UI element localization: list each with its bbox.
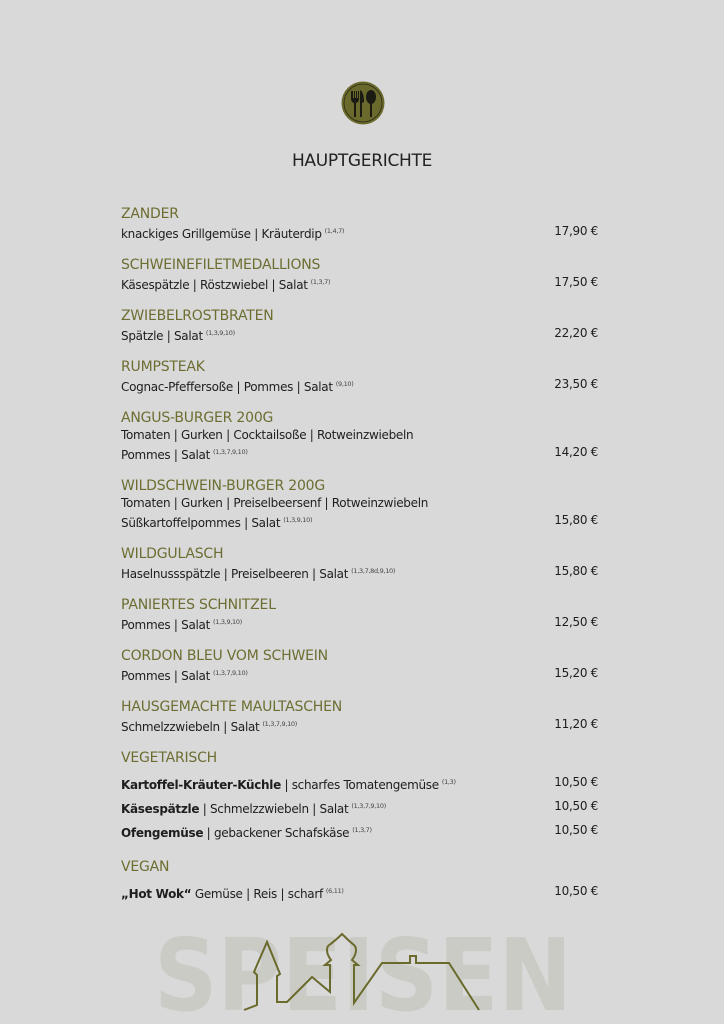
allergens: (1,3,7,9,10) — [213, 669, 248, 677]
dish-description: | Schmelzzwiebeln | Salat — [199, 802, 349, 816]
allergens: (9,10) — [335, 380, 354, 388]
dish-description: Tomaten | Gurken | Preiselbeersenf | Rotweinzwiebeln — [121, 496, 429, 510]
dish-description-line — [121, 563, 598, 580]
dish-name: ZWIEBELROSTBRATEN — [121, 308, 274, 324]
price: 10,50 € — [554, 823, 598, 837]
dish-description-line — [121, 716, 598, 733]
dish-description-line — [121, 427, 598, 444]
allergens: (1,4,7) — [324, 227, 345, 235]
dish-description-line — [121, 614, 598, 631]
dish-description: Käsespätzle | Röstzwiebel | Salat — [121, 278, 308, 292]
dish-description: Cognac-Pfeffersoße | Pommes | Salat — [121, 380, 333, 394]
price: 15,80 € — [554, 564, 598, 578]
dish-description: | gebackener Schafskäse — [203, 826, 350, 840]
dish-description-line — [121, 665, 598, 682]
allergens: (1,3,7,9,10) — [262, 720, 297, 728]
menu-item — [121, 879, 598, 903]
menu-item — [121, 205, 598, 240]
price: 17,90 € — [554, 224, 598, 238]
dish-name: Kartoffel-Kräuter-Küchle — [121, 778, 281, 792]
dish-description-line — [121, 274, 598, 291]
price: 10,50 € — [554, 884, 598, 898]
allergens: (1,3,7,8d,9,10) — [351, 567, 396, 575]
price: 15,20 € — [554, 666, 598, 680]
section-vegan — [121, 858, 598, 903]
menu-item — [121, 698, 598, 733]
price: 17,50 € — [554, 275, 598, 289]
dish-description-line — [121, 495, 598, 512]
dish-description: Gemüse | Reis | scharf — [191, 887, 323, 901]
dish-description-line — [121, 444, 598, 461]
dish-description-line — [121, 223, 598, 240]
dish-name: WILDGULASCH — [121, 546, 224, 562]
dish-name: ZANDER — [121, 206, 179, 222]
watermark-text: SPEISEN — [154, 917, 572, 1024]
dish-name: SCHWEINEFILETMEDALLIONS — [121, 257, 321, 273]
price: 12,50 € — [554, 615, 598, 629]
dish-description: Spätzle | Salat — [121, 329, 203, 343]
section-vegetarisch — [121, 749, 598, 842]
dish-description-line — [121, 376, 598, 393]
menu-item — [121, 770, 598, 794]
price: 10,50 € — [554, 799, 598, 813]
allergens: (1,3,7,9,10) — [213, 448, 248, 456]
menu-list — [121, 205, 598, 919]
allergens: (1,3,7) — [310, 278, 331, 286]
allergens: (1,3) — [441, 778, 456, 786]
menu-item — [121, 818, 598, 842]
price: 14,20 € — [554, 445, 598, 459]
allergens: (1,3,9,10) — [283, 516, 313, 524]
menu-item — [121, 358, 598, 393]
dish-name: RUMPSTEAK — [121, 359, 205, 375]
section-heading: VEGETARISCH — [121, 750, 218, 766]
dish-description-line — [121, 512, 598, 529]
dish-description: Schmelzzwiebeln | Salat — [121, 720, 260, 734]
dish-name: HAUSGEMACHTE MAULTASCHEN — [121, 699, 343, 715]
menu-item — [121, 647, 598, 682]
allergens: (1,3,7,9,10) — [351, 802, 386, 810]
allergens: (1,3,7) — [352, 826, 372, 834]
price: 11,20 € — [554, 717, 598, 731]
dish-name: Ofengemüse — [121, 826, 204, 840]
dish-name: ANGUS-BURGER 200G — [121, 410, 274, 426]
dish-description: knackiges Grillgemüse | Kräuterdip — [121, 227, 322, 241]
dish-name: Käsespätzle — [121, 802, 200, 816]
menu-item — [121, 307, 598, 342]
price: 10,50 € — [554, 775, 598, 789]
allergens: (1,3,9,10) — [205, 329, 235, 337]
page-title: HAUPTGERICHTE — [291, 151, 433, 171]
dish-description: Süßkartoffelpommes | Salat — [121, 516, 281, 530]
menu-item — [121, 477, 598, 529]
dish-description: Haselnussspätzle | Preiselbeeren | Salat — [121, 567, 349, 581]
section-heading: VEGAN — [121, 859, 170, 875]
dish-description: Pommes | Salat — [121, 618, 210, 632]
dish-description: Tomaten | Gurken | Cocktailsoße | Rotweinzwiebeln — [121, 428, 414, 442]
allergens: (1,3,9,10) — [213, 618, 242, 626]
dish-description: | scharfes Tomatengemüse — [280, 778, 439, 792]
price: 15,80 € — [554, 513, 598, 527]
allergens: (6,11) — [325, 887, 344, 895]
menu-item — [121, 256, 598, 291]
dish-name: „Hot Wok“ — [121, 887, 192, 901]
menu-item — [121, 545, 598, 580]
menu-item — [121, 794, 598, 818]
dish-name: PANIERTES SCHNITZEL — [121, 597, 276, 613]
dish-description: Pommes | Salat — [121, 448, 210, 462]
price: 22,20 € — [554, 326, 598, 340]
speisen-skyline-watermark — [150, 910, 580, 1024]
price: 23,50 € — [554, 377, 598, 391]
dish-name: WILDSCHWEIN-BURGER 200G — [121, 478, 326, 494]
fork-knife-spoon-icon — [341, 81, 385, 125]
dish-name: CORDON BLEU VOM SCHWEIN — [121, 648, 328, 664]
menu-item — [121, 596, 598, 631]
menu-item — [121, 409, 598, 461]
dish-description-line — [121, 325, 598, 342]
dish-description: Pommes | Salat — [121, 669, 210, 683]
